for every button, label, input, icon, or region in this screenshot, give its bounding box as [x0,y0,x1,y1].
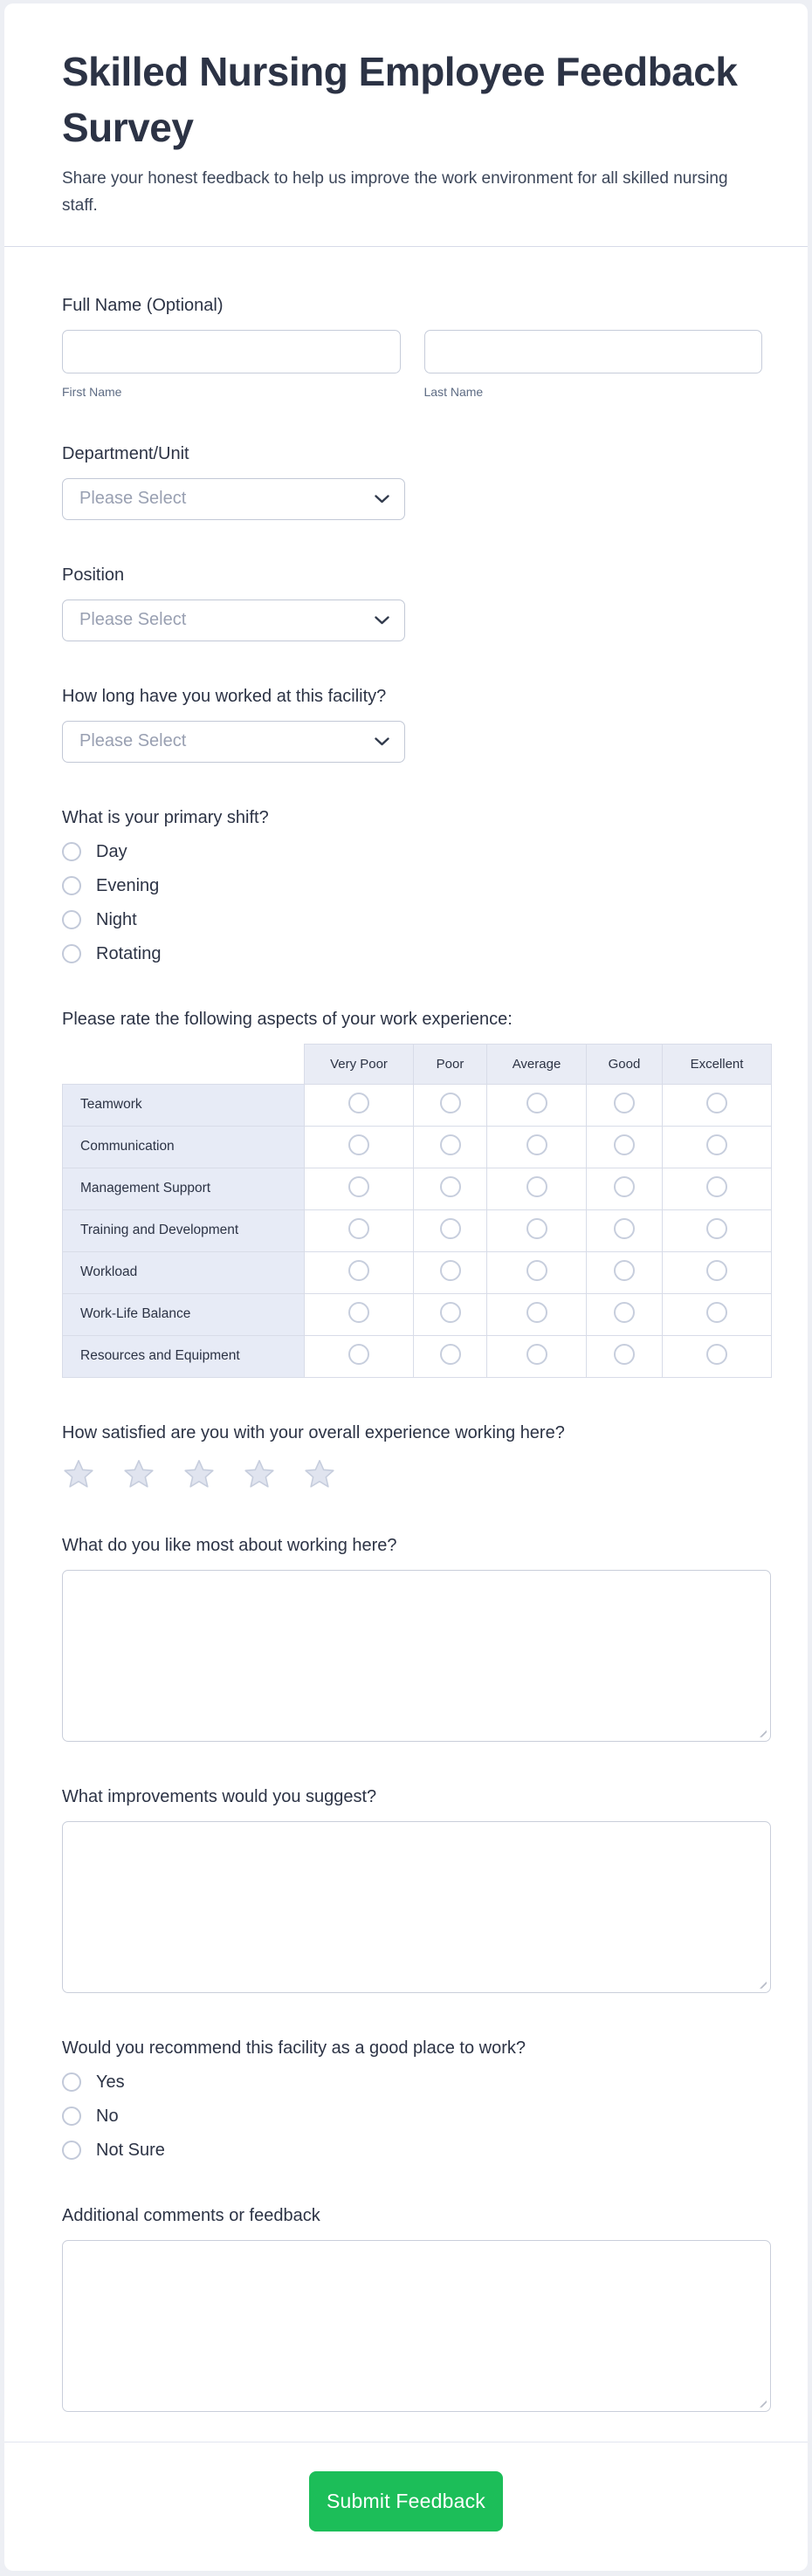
rating-matrix-table [62,1044,772,1378]
question-label: Please rate the following aspects of your work experience: [62,1009,513,1029]
form-subtitle: Share your honest feedback to help us improve the work environment for all skilled nursing staff. [62,168,728,215]
question-tenure [62,687,762,763]
recommend-radio-group [62,2072,762,2161]
last-name-input[interactable] [424,330,763,373]
matrix-radio[interactable] [526,1260,547,1281]
matrix-row-teamwork [63,1084,772,1126]
radio-option-night[interactable] [62,910,762,930]
matrix-row-label: Workload [63,1251,305,1293]
question-label: How satisfied are you with your overall experience working here? [62,1422,565,1442]
matrix-radio[interactable] [706,1302,727,1323]
star-icon[interactable] [62,1458,95,1490]
matrix-row-label: Work-Life Balance [63,1293,305,1335]
matrix-radio[interactable] [526,1093,547,1113]
matrix-column-header: Average [487,1044,587,1084]
first-name-sublabel: First Name [62,384,122,399]
like-most-textarea[interactable] [62,1570,771,1742]
question-label: Would you recommend this facility as a good place to work? [62,2038,526,2058]
matrix-radio[interactable] [706,1218,727,1239]
question-label: What improvements would you suggest? [62,1786,377,1806]
radio-label: Night [96,909,137,929]
radio-icon[interactable] [62,2141,81,2160]
radio-label: Evening [96,875,160,895]
additional-comments-textarea[interactable] [62,2240,771,2412]
page-title: Skilled Nursing Employee Feedback Survey [62,49,738,151]
name-fields-row [62,330,762,399]
matrix-row-label: Communication [63,1126,305,1168]
matrix-radio[interactable] [614,1260,635,1281]
matrix-radio[interactable] [440,1260,461,1281]
matrix-radio[interactable] [614,1093,635,1113]
radio-option-yes[interactable] [62,2072,762,2093]
question-full-name [62,296,762,399]
first-name-column [62,330,401,399]
matrix-radio[interactable] [526,1134,547,1155]
question-label: Additional comments or feedback [62,2205,320,2225]
radio-icon[interactable] [62,944,81,963]
matrix-radio[interactable] [526,1302,547,1323]
matrix-corner-cell [63,1044,305,1084]
radio-option-rotating[interactable] [62,944,762,964]
matrix-column-header: Good [587,1044,663,1084]
form-footer [4,2442,808,2571]
matrix-radio[interactable] [348,1134,369,1155]
question-label: Full Name (Optional) [62,295,224,315]
question-department [62,444,762,520]
matrix-radio[interactable] [348,1344,369,1365]
matrix-radio[interactable] [614,1302,635,1323]
last-name-sublabel: Last Name [423,384,484,399]
matrix-radio[interactable] [526,1176,547,1197]
matrix-row-management-support [63,1168,772,1209]
matrix-radio[interactable] [440,1302,461,1323]
submit-feedback-button[interactable]: Submit Feedback [309,2471,503,2531]
radio-option-day[interactable] [62,842,762,862]
radio-option-no[interactable] [62,2107,762,2127]
matrix-radio[interactable] [706,1260,727,1281]
radio-icon[interactable] [62,910,81,929]
matrix-row-work-life-balance [63,1293,772,1335]
question-label: Department/Unit [62,443,189,463]
form-header [4,3,808,246]
matrix-radio[interactable] [614,1344,635,1365]
matrix-row-training [63,1209,772,1251]
matrix-radio[interactable] [348,1218,369,1239]
question-label: What do you like most about working here? [62,1535,397,1555]
question-rating-matrix [62,1010,762,1378]
question-label: What is your primary shift? [62,807,269,827]
radio-icon[interactable] [62,842,81,861]
select-placeholder: Please Select [79,731,187,751]
star-icon[interactable] [243,1458,276,1490]
survey-form-card [4,3,808,2571]
radio-label: Rotating [96,943,162,963]
matrix-radio[interactable] [440,1218,461,1239]
textarea-wrap [62,1570,771,1742]
matrix-radio[interactable] [706,1344,727,1365]
matrix-radio[interactable] [440,1176,461,1197]
chevron-down-icon [375,495,389,504]
matrix-row-label: Training and Development [63,1209,305,1251]
matrix-radio[interactable] [614,1176,635,1197]
radio-option-not-sure[interactable] [62,2141,762,2161]
question-like-most [62,1536,762,1742]
form-body [4,247,808,2442]
radio-option-evening[interactable] [62,876,762,896]
matrix-row-label: Management Support [63,1168,305,1209]
star-rating [62,1458,762,1490]
shift-radio-group [62,842,762,964]
star-icon[interactable] [122,1458,155,1490]
last-name-column [424,330,763,399]
matrix-radio[interactable] [440,1093,461,1113]
star-icon[interactable] [303,1458,336,1490]
radio-icon[interactable] [62,876,81,895]
question-label: Position [62,565,125,585]
matrix-radio[interactable] [348,1302,369,1323]
matrix-radio[interactable] [348,1093,369,1113]
chevron-down-icon [375,616,389,625]
matrix-row-resources [63,1335,772,1377]
matrix-radio[interactable] [440,1344,461,1365]
matrix-row-label: Resources and Equipment [63,1335,305,1377]
textarea-wrap [62,2240,771,2412]
question-satisfaction [62,1423,762,1490]
question-additional-comments [62,2206,762,2412]
select-placeholder: Please Select [79,489,187,509]
radio-icon[interactable] [62,2107,81,2126]
matrix-row-communication [63,1126,772,1168]
radio-icon[interactable] [62,2072,81,2092]
question-position [62,565,762,641]
matrix-radio[interactable] [614,1218,635,1239]
question-recommend [62,2038,762,2161]
chevron-down-icon [375,737,389,746]
question-label: How long have you worked at this facility? [62,686,387,706]
matrix-radio[interactable] [614,1134,635,1155]
matrix-header-row [63,1044,772,1084]
position-select[interactable] [62,599,405,641]
radio-label: Not Sure [96,2140,165,2160]
question-shift [62,808,762,964]
matrix-column-header: Very Poor [305,1044,414,1084]
radio-label: Day [96,841,127,861]
matrix-radio[interactable] [348,1260,369,1281]
matrix-column-header: Excellent [663,1044,772,1084]
first-name-input[interactable] [62,330,401,373]
matrix-radio[interactable] [706,1176,727,1197]
star-icon[interactable] [182,1458,216,1490]
matrix-row-label: Teamwork [63,1084,305,1126]
select-placeholder: Please Select [79,610,187,630]
matrix-column-header: Poor [414,1044,487,1084]
matrix-radio[interactable] [348,1176,369,1197]
textarea-wrap [62,1821,771,1993]
radio-label: No [96,2106,119,2126]
tenure-select[interactable] [62,721,405,763]
matrix-row-workload [63,1251,772,1293]
matrix-radio[interactable] [526,1218,547,1239]
department-select[interactable] [62,478,405,520]
matrix-radio[interactable] [706,1134,727,1155]
matrix-radio[interactable] [526,1344,547,1365]
improvements-textarea[interactable] [62,1821,771,1993]
matrix-radio[interactable] [440,1134,461,1155]
radio-label: Yes [96,2072,125,2092]
matrix-radio[interactable] [706,1093,727,1113]
question-improvements [62,1787,762,1993]
